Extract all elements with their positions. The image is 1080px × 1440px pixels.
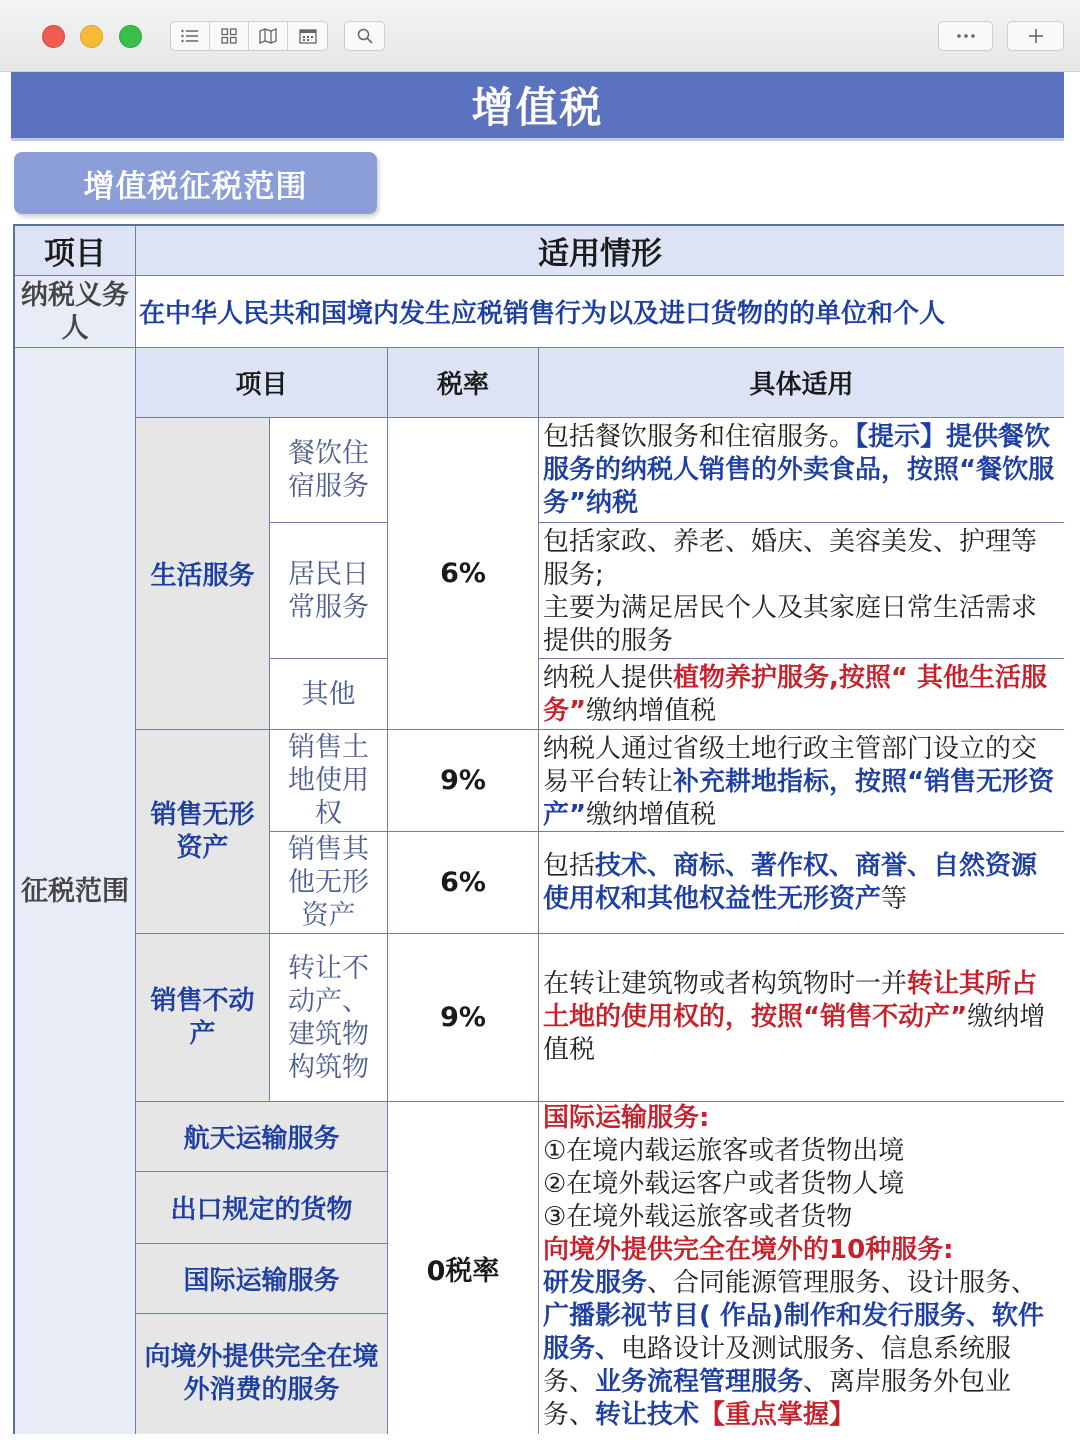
subheader-rate: 税率 xyxy=(388,348,539,418)
rate-zero: 0税率 xyxy=(388,1102,539,1434)
section-label: 增值税征税范围 xyxy=(14,152,377,214)
intl-transport-title: 国际运输服务: xyxy=(543,1103,710,1133)
map-icon[interactable] xyxy=(249,22,288,50)
detail-daily-services: 包括家政、养老、婚庆、美容美发、护理等服务; 主要为满足居民个人及其家庭日常生活需求提供的服务 xyxy=(539,523,1064,659)
rate-other-intangible: 6% xyxy=(388,832,539,934)
scope-label: 征税范围 xyxy=(15,348,136,1434)
close-window-button[interactable] xyxy=(42,25,65,48)
item-real-estate-transfer: 转让不动产、建筑物构筑物 xyxy=(270,934,388,1102)
item-export-goods: 出口规定的货物 xyxy=(136,1172,388,1244)
item-land-use-right: 销售土地使用权 xyxy=(270,730,388,832)
header-item: 项目 xyxy=(15,226,136,276)
item-other-intangible: 销售其他无形资产 xyxy=(270,832,388,934)
taxpayer-desc: 在中华人民共和国境内发生应税销售行为以及进口货物的的单位和个人 xyxy=(136,276,1064,348)
item-international-transport: 国际运输服务 xyxy=(136,1244,388,1314)
intl-line-3: ③在境外载运旅客或者货物 xyxy=(543,1202,853,1232)
list-icon[interactable] xyxy=(171,22,210,50)
header-situation: 适用情形 xyxy=(136,226,1064,276)
item-catering: 餐饮住宿服务 xyxy=(270,418,388,523)
calendar-icon[interactable] xyxy=(288,22,327,50)
page-title: 增值税 xyxy=(11,72,1064,141)
item-other-life: 其他 xyxy=(270,659,388,730)
overseas-services-title: 向境外提供完全在境外的10种服务: xyxy=(543,1235,954,1265)
detail-land-use-right: 纳税人通过省级土地行政主管部门设立的交易平台转让补充耕地指标，按照“销售无形资产”缴纳增值税 xyxy=(539,730,1064,832)
overseas-services-list: 研发服务、合同能源管理服务、设计服务、广播影视节目( 作品)制作和发行服务、软件服务、电路设计及测试服务、信息系统服务、业务流程管理服务、离岸服务外包业务、转让技术【重点掌握】 xyxy=(543,1268,1044,1430)
rate-land-use-right: 9% xyxy=(388,730,539,832)
taxpayer-label: 纳税义务人 xyxy=(15,276,136,348)
item-daily-services: 居民日常服务 xyxy=(270,523,388,659)
plus-icon[interactable] xyxy=(1007,21,1064,51)
rate-life-services: 6% xyxy=(388,418,539,730)
category-intangible-assets: 销售无形资产 xyxy=(136,730,270,934)
detail-catering: 包括餐饮服务和住宿服务。【提示】提供餐饮服务的纳税人销售的外卖食品，按照“餐饮服务”纳税 xyxy=(539,418,1064,523)
intl-line-2: ②在境外载运客户或者货物人境 xyxy=(543,1169,905,1199)
detail-zero-rate xyxy=(539,1102,1064,1434)
detail-other-life: 纳税人提供植物养护服务,按照“ 其他生活服务”缴纳增值税 xyxy=(539,659,1064,730)
grid-icon[interactable] xyxy=(210,22,249,50)
zoom-window-button[interactable] xyxy=(119,25,142,48)
item-overseas-services: 向境外提供完全在境外消费的服务 xyxy=(136,1314,388,1434)
subheader-item: 项目 xyxy=(136,348,388,418)
minimize-window-button[interactable] xyxy=(80,25,103,48)
vat-scope-table xyxy=(13,224,1064,1434)
more-icon[interactable] xyxy=(938,21,993,51)
view-mode-group xyxy=(170,21,328,51)
category-life-services: 生活服务 xyxy=(136,418,270,730)
rate-real-estate: 9% xyxy=(388,934,539,1102)
item-space-transport: 航天运输服务 xyxy=(136,1102,388,1172)
detail-other-intangible: 包括技术、商标、著作权、商誉、自然资源使用权和其他权益性无形资产等 xyxy=(539,832,1064,934)
subheader-detail: 具体适用 xyxy=(539,348,1064,418)
window-toolbar xyxy=(0,0,1080,72)
search-icon[interactable] xyxy=(344,21,385,51)
detail-real-estate: 在转让建筑物或者构筑物时一并转让其所占土地的使用权的，按照“销售不动产”缴纳增值税 xyxy=(539,934,1064,1102)
category-real-estate: 销售不动产 xyxy=(136,934,270,1102)
intl-line-1: ①在境内载运旅客或者货物出境 xyxy=(543,1136,905,1166)
